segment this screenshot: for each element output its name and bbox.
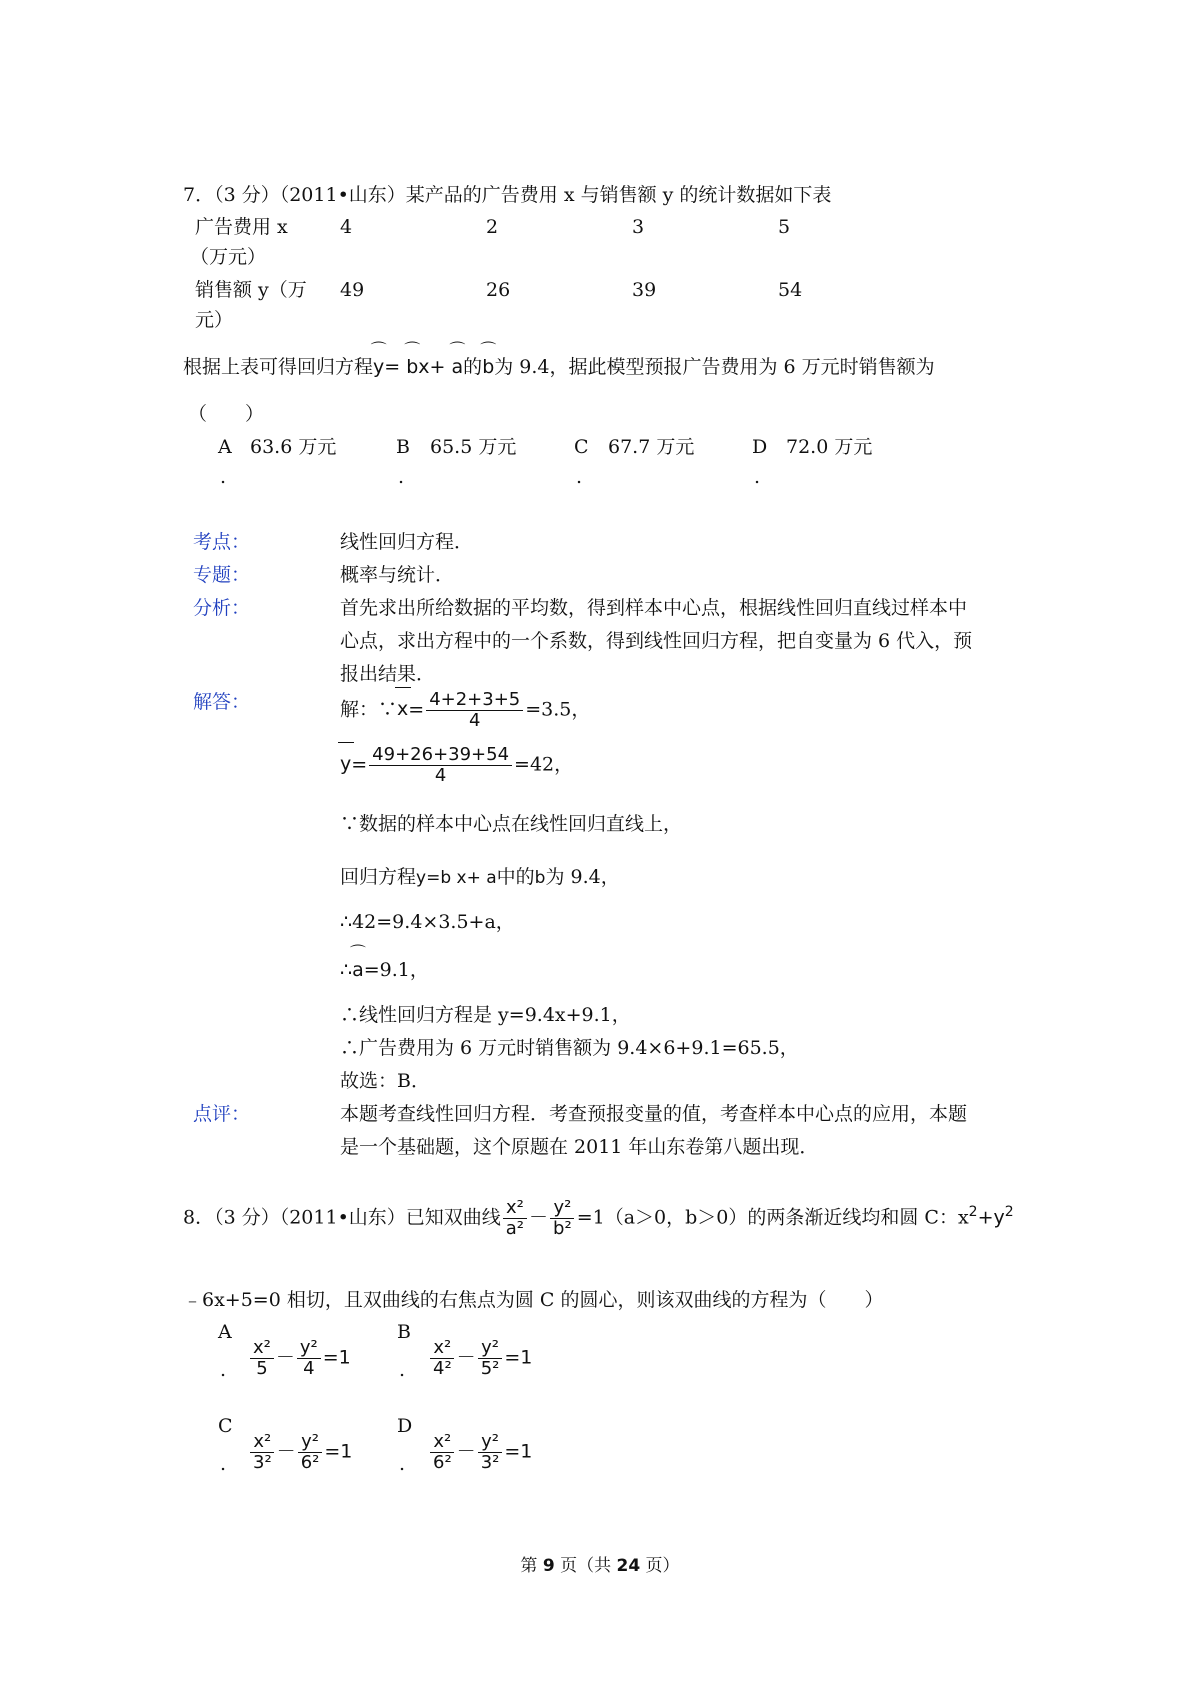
table-cell: 4 — [340, 216, 353, 238]
fenxi-text: 首先求出所给数据的平均数，得到样本中心点，根据线性回归直线过样本中 — [340, 597, 968, 619]
option-a-letter: A — [218, 1321, 232, 1343]
table-cell: 2 — [486, 216, 499, 238]
solution-line-y-mean: y= $\frac{49+26+39+54}{4}$ =42， — [340, 744, 574, 786]
solution-line: ∴线性回归方程是 y=9.4x+9.1， — [340, 1004, 631, 1026]
option-b-formula: $\frac{\text{x²}}{\text{4²}}$ － $\frac{\text{y²}}{\text{5²}}$ =1 — [428, 1338, 532, 1379]
q8-stem: 8．（3 分）（2011•山东）已知双曲线 $\frac{\text{x²}}{\text{a²}}$ － $\frac{\text{y²}}{\text{b²}}$ =1（a＞0，b＞0）的两条渐近线均和圆 C：$x^2+y^2$ — [183, 1197, 1014, 1239]
option-d-letter: D — [752, 436, 768, 458]
table-row1-label: 广告费用 x — [195, 216, 288, 238]
table-cell: 39 — [632, 279, 657, 301]
option-c-text: 67.7 万元 — [608, 436, 695, 458]
x-bar: x — [397, 698, 409, 721]
dianping-label: 点评： — [193, 1103, 251, 1125]
table-cell: 49 — [340, 279, 365, 301]
dianping-text: 是一个基础题，这个原题在 2011 年山东卷第八题出现． — [340, 1136, 819, 1158]
option-d-formula: $\frac{\text{x²}}{\text{6²}}$ － $\frac{\text{y²}}{\text{3²}}$ =1 — [428, 1432, 532, 1473]
kaodian-text: 线性回归方程． — [340, 531, 474, 553]
option-a-formula: $\frac{\text{x²}}{5}$ － $\frac{\text{y²}}{4}$ =1 — [248, 1338, 351, 1379]
option-a-letter: A — [218, 436, 232, 458]
fraction: $\frac{49+26+39+54}{4}$ — [369, 745, 512, 786]
option-dot: . — [398, 466, 405, 488]
solution-line-a-hat: ∴⌒ a=9.1， — [340, 958, 429, 983]
option-dot: . — [220, 1453, 227, 1475]
page-footer: 第 9 页（共 24 页） — [520, 1556, 680, 1576]
option-dot: . — [220, 1359, 227, 1381]
table-row1-label-unit: （万元） — [190, 246, 267, 268]
option-b-letter: B — [396, 436, 410, 458]
solution-line-x-mean: 解：∵x= $\frac{4+2+3+5}{4}$ =3.5， — [340, 689, 591, 731]
a-hat: ⌒ a — [352, 958, 364, 983]
option-a-text: 63.6 万元 — [250, 436, 337, 458]
kaodian-label: 考点： — [193, 531, 251, 553]
fenxi-text: 报出结果． — [340, 663, 436, 685]
table-cell: 5 — [778, 216, 791, 238]
regression-formula: y=b x+ a — [416, 868, 497, 888]
solution-line: ∴广告费用为 6 万元时销售额为 9.4×6+9.1=65.5， — [340, 1037, 799, 1059]
fraction: $\frac{\text{x²}}{\text{a²}}$ — [503, 1198, 527, 1239]
current-page: 9 — [542, 1556, 555, 1576]
fenxi-text: 心点，求出方程中的一个系数，得到线性回归方程，把自变量为 6 代入，预 — [340, 630, 973, 652]
a-hat: ⌒ a — [452, 355, 464, 380]
option-dot: . — [399, 1359, 406, 1381]
table-cell: 26 — [486, 279, 511, 301]
y-hat: ⌒ y — [373, 355, 384, 380]
table-cell: 3 — [632, 216, 645, 238]
table-row2-label-unit: 元） — [195, 309, 234, 331]
option-dot: . — [576, 466, 583, 488]
option-b-letter: B — [397, 1321, 411, 1343]
jieda-label: 解答： — [193, 691, 251, 713]
table-cell: 54 — [778, 279, 803, 301]
fraction: $\frac{\text{y²}}{\text{b²}}$ — [550, 1198, 575, 1239]
dianping-text: 本题考查线性回归方程．考查预报变量的值，考查样本中心点的应用，本题 — [340, 1103, 968, 1125]
solution-line: 故选：B． — [340, 1070, 430, 1092]
b-hat: ⌒ b — [406, 355, 418, 380]
y-bar: y — [340, 753, 352, 776]
option-dot: . — [754, 466, 761, 488]
solution-line-regression: 回归方程y=b x+ a中的b为 9.4， — [340, 866, 620, 888]
total-pages: 24 — [616, 1556, 641, 1576]
b-hat: b — [534, 868, 546, 888]
fraction: $\frac{4+2+3+5}{4}$ — [426, 690, 523, 731]
zhuanti-text: 概率与统计． — [340, 564, 455, 586]
b-hat: ⌒ b — [482, 355, 494, 380]
q7-line2: 根据上表可得回归方程⌒ y= ⌒ bx+ ⌒ a的⌒ b为 9.4，据此模型预报广告费用为 6 万元时销售额为 — [183, 355, 935, 380]
option-d-letter: D — [397, 1415, 413, 1437]
option-d-text: 72.0 万元 — [786, 436, 873, 458]
option-dot: . — [399, 1453, 406, 1475]
option-dot: . — [220, 466, 227, 488]
q7-stem: 7．（3 分）（2011•山东）某产品的广告费用 x 与销售额 y 的统计数据如下表 — [183, 184, 832, 206]
fenxi-label: 分析： — [193, 597, 251, 619]
option-c-letter: C — [218, 1415, 233, 1437]
table-row2-label: 销售额 y（万 — [195, 279, 307, 301]
zhuanti-label: 专题： — [193, 564, 251, 586]
solution-line: ∵数据的样本中心点在线性回归直线上， — [340, 813, 683, 835]
option-c-formula: $\frac{\text{x²}}{\text{3²}}$ － $\frac{\text{y²}}{\text{6²}}$ =1 — [248, 1432, 352, 1473]
solution-line: ∴42=9.4×3.5+a， — [340, 911, 515, 933]
option-b-text: 65.5 万元 — [430, 436, 517, 458]
q8-stem-line2: ﹣6x+5=0 相切，且双曲线的右焦点为圆 C 的圆心，则该双曲线的方程为（ ） — [183, 1289, 884, 1311]
answer-paren: （ ） — [188, 403, 265, 425]
option-c-letter: C — [574, 436, 589, 458]
